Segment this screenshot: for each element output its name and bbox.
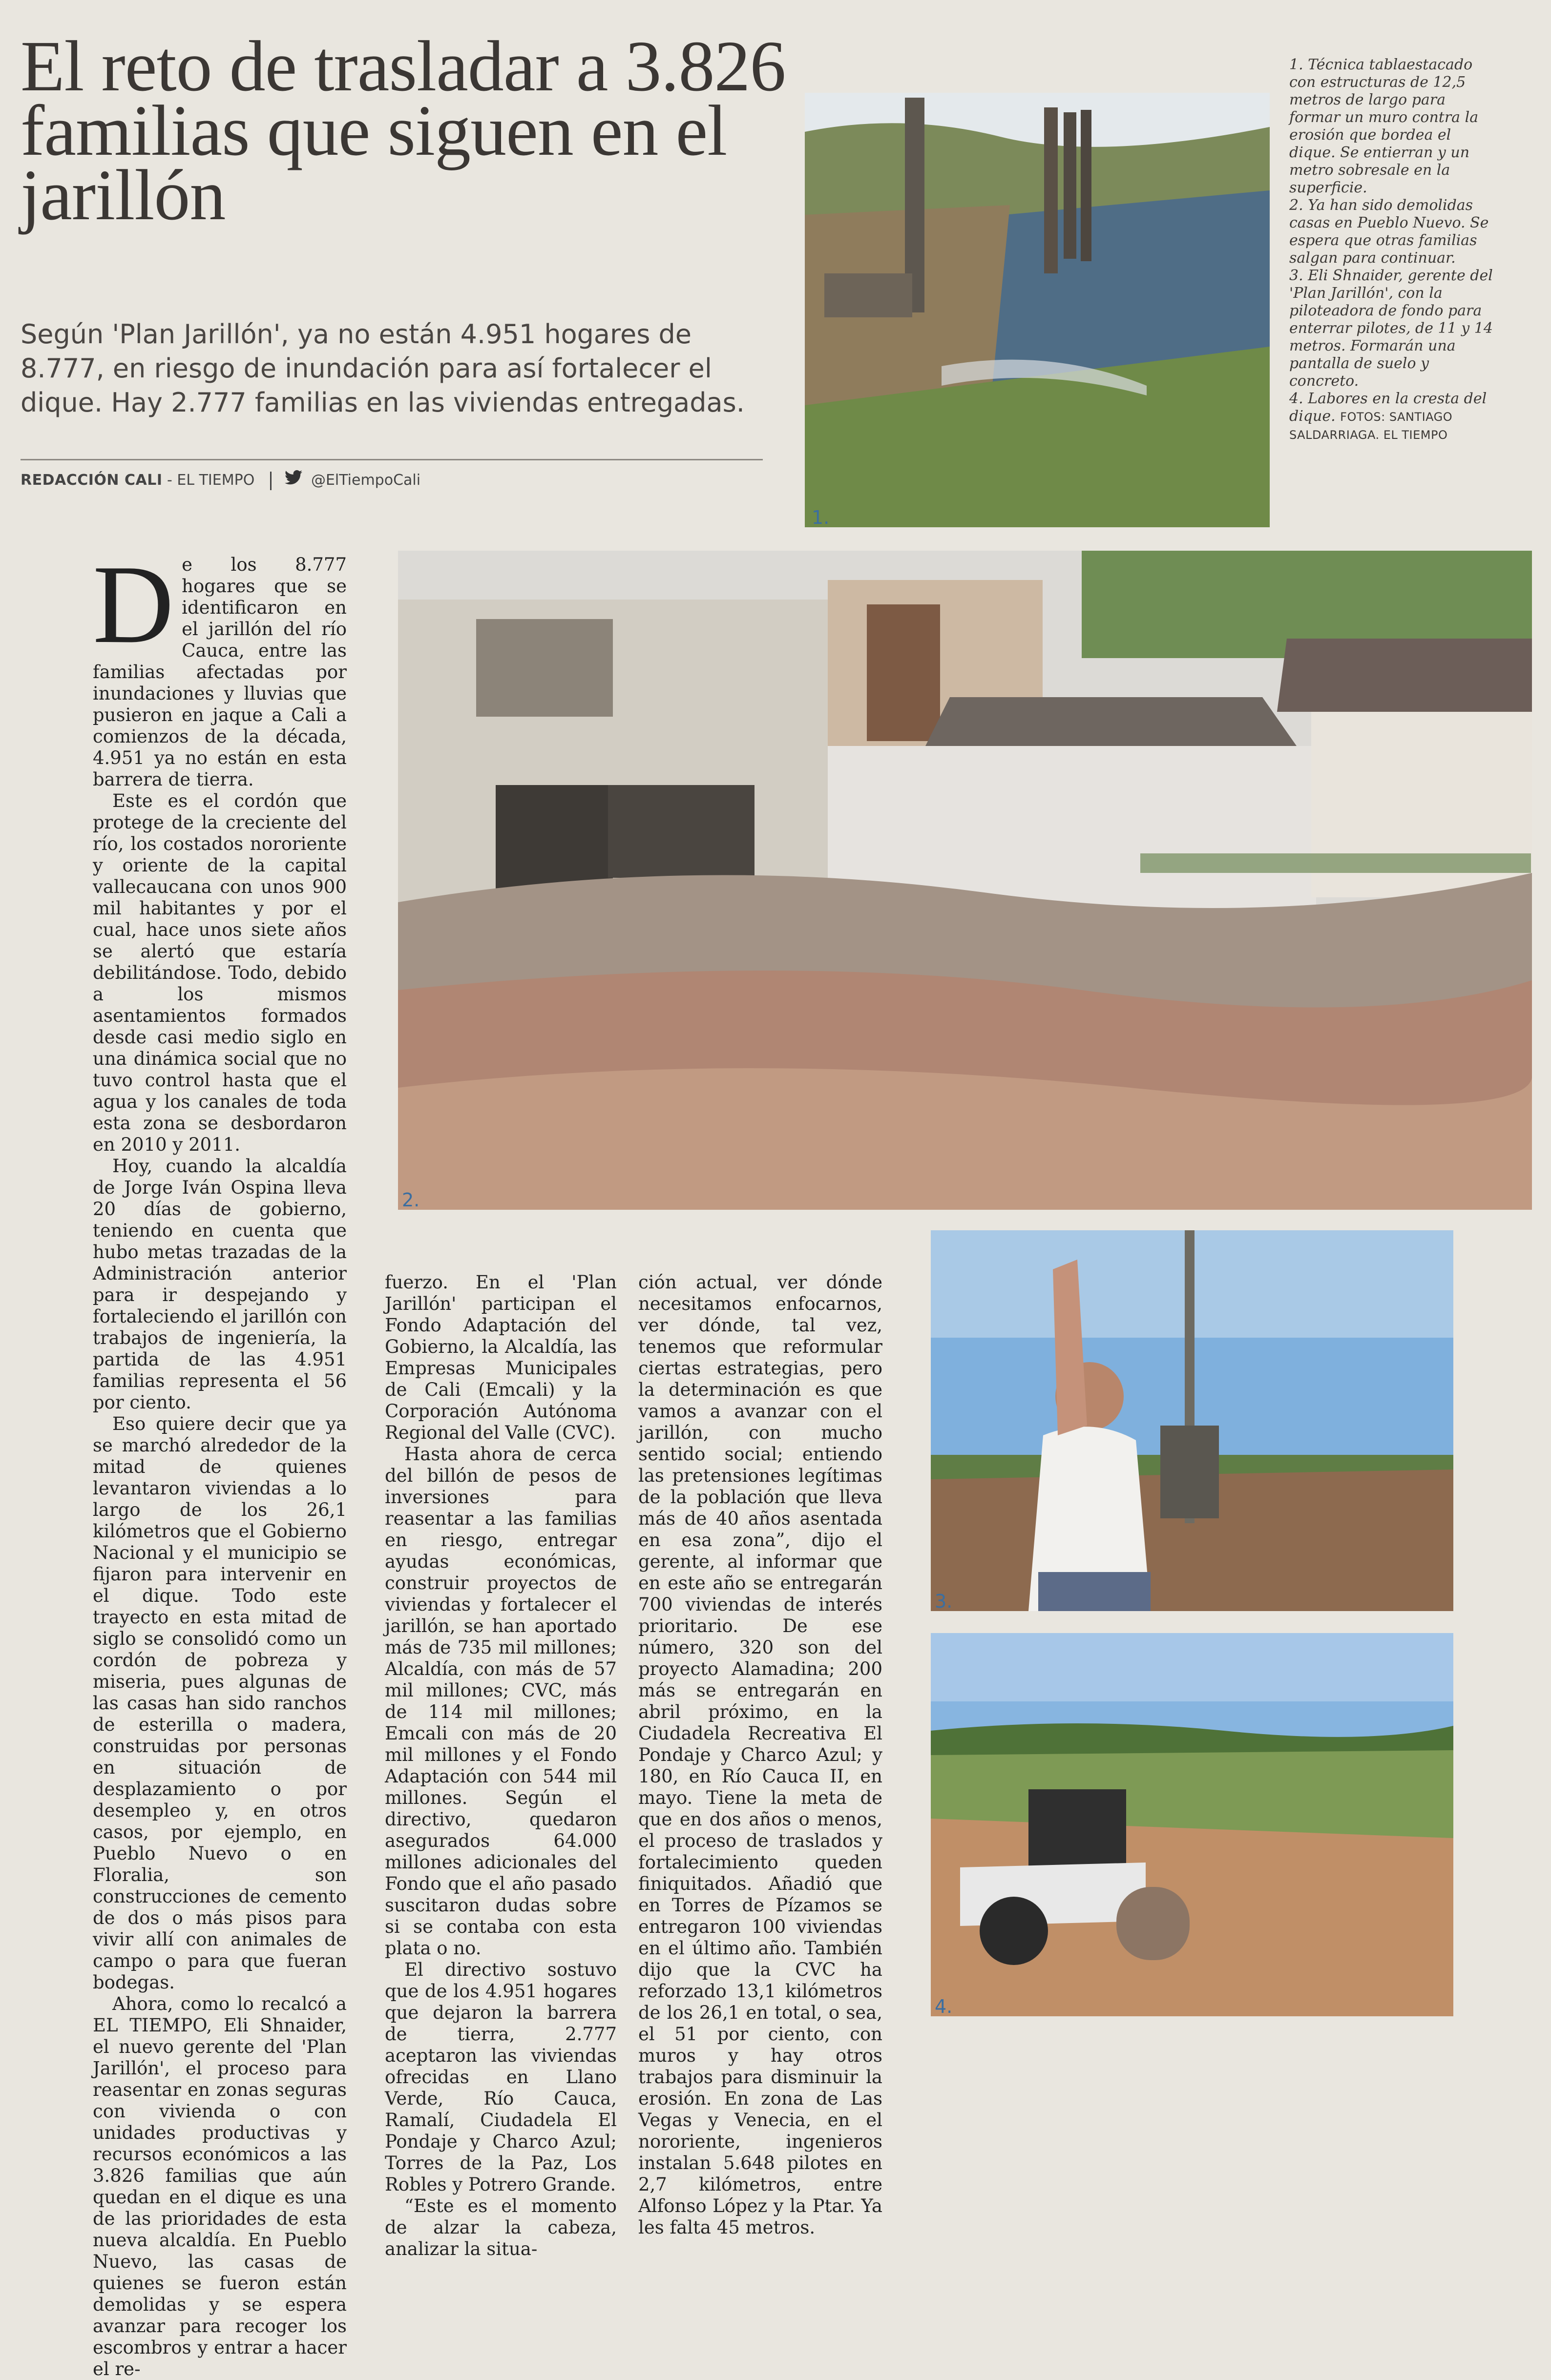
- byline-desk: REDACCIÓN CALI: [21, 472, 163, 489]
- caption-1: 1. Técnica tablaestacado con estructuras de 12,5 metros de largo para formar un muro contra la erosión que bordea el dique. Se entierran y un metro sobresale en la superficie.: [1289, 56, 1479, 196]
- article-paragraph-9: “Este es el momento de alzar la cabeza, analizar la situa-: [385, 2195, 617, 2259]
- photo-number-1: 1.: [812, 507, 830, 528]
- photo-credit: FOTOS: SANTIAGO SALDARRIAGA. EL TIEMPO: [1289, 410, 1453, 442]
- article-paragraph-7: Hasta ahora de cerca del billón de pesos de inversiones para reasentar a las familias en riesgo, entregar ayudas económicas, construir proyectos de viviendas y fortalecer el jarillón, se han aportado más de 735 mil millones; Alcaldía, con más de 57 mil millones; CVC, más de 114 mil millones; Emcali con más de 20 mil millones y el Fondo Adaptación con 544 mil millones. Según el directivo, quedaron asegurados 64.000 millones adicionales del Fondo que el año pasado suscitaron dudas sobre si se contaba con esta plata o no.: [385, 1444, 617, 1959]
- photo-number-2: 2.: [402, 1189, 420, 1211]
- article-column-1: [93, 542, 347, 2380]
- byline-outlet: - EL TIEMPO: [167, 472, 255, 489]
- byline: [21, 459, 763, 499]
- photo-number-4: 4.: [935, 1996, 953, 2017]
- article-column-2: [385, 1272, 617, 2259]
- photo-number-3: 3.: [935, 1591, 953, 1612]
- caption-2: 2. Ya han sido demolidas casas en Pueblo Nuevo. Se espera que otras familias salgan para continuar.: [1289, 197, 1489, 267]
- photo-levee-roller: [931, 1633, 1453, 2016]
- article-deck: Según 'Plan Jarillón', ya no están 4.951 hogares de 8.777, en riesgo de inundación para así fortalecer el dique. Hay 2.777 familias en las viviendas entregadas.: [21, 319, 745, 418]
- article-paragraph-2: Este es el cordón que protege de la creciente del río, los costados nororiente y oriente de la capital vallecaucana con unos 900 mil habitantes y por el cual, hace unos siete años se alertó que estaría debilitándose. Todo, debido a los mismos asentamientos formados desde casi medio siglo en una dinámica social que no tuvo control hasta que el agua y los canales de toda esta zona se desbordaron en 2010 y 2011.: [93, 790, 347, 1155]
- twitter-bird-icon: [285, 470, 302, 489]
- photo-demolished-houses: [398, 551, 1532, 1210]
- article-paragraph-5: Ahora, como lo recalcó a EL TIEMPO, Eli Shnaider, el nuevo gerente del 'Plan Jarillón', el proceso para reasentar en zonas seguras con vivienda o con unidades productivas y recursos económicos a las 3.826 familias que aún quedan en el dique es una de las prioridades de esta nueva alcaldía. En Pueblo Nuevo, las casas de quienes se fueron están demolidas y se espera avanzar para recoger los escombros y entrar a hacer el re-: [93, 1993, 347, 2380]
- photo-engineer-pile-driver: [931, 1230, 1453, 1611]
- article-column-3: [638, 1272, 882, 2238]
- byline-divider: [270, 472, 272, 490]
- article-headline: El reto de trasladar a 3.826 familias que siguen en el jarillón: [21, 26, 786, 235]
- byline-twitter-handle: @ElTiempoCali: [311, 472, 421, 489]
- caption-4: 4. Labores en la cresta del dique.: [1289, 390, 1487, 425]
- caption-3: 3. Eli Shnaider, gerente del 'Plan Jarillón', con la piloteadora de fondo para enterrar pilotes, de 11 y 14 metros. Formarán una pantalla de suelo y concreto.: [1289, 267, 1493, 390]
- article-paragraph-4: Eso quiere decir que ya se marchó alrededor de la mitad de quienes levantaron viviendas a lo largo de los 26,1 kilómetros que el Gobierno Nacional y el municipio se fijaron para intervenir en el dique. Todo este trayecto en esta mitad de siglo se consolidó como un cordón de pobreza y miseria, pues algunas de las casas han sido ranchos de esterilla o madera, construidas por personas en situación de desplazamiento o por desempleo y, en otros casos, por ejemplo, en Pueblo Nuevo o en Floralia, son construcciones de cemento de dos o más pisos para vivir allí con animales de campo o para que fueran bodegas.: [93, 1413, 347, 1993]
- article-paragraph-10: ción actual, ver dónde necesitamos enfocarnos, ver dónde, tal vez, tenemos que reformular ciertas estrategias, pero la determinación es que vamos a avanzar con el jarillón, con mucho sentido social; entiendo las pretensiones legítimas de la población que lleva más de 40 años asentada en esa zona”, dijo el gerente, al informar que en este año se entregarán 700 viviendas de interés prioritario. De ese número, 320 son del proyecto Alamadina; 200 más se entregarán en abril próximo, en la Ciudadela Recreativa El Pondaje y Charco Azul; y 180, en Río Cauca II, en mayo. Tiene la meta de que en dos años o menos, el proceso de traslados y fortalecimiento queden finiquitados. Añadió que en Torres de Pízamos se entregaron 100 viviendas en el último año. También dijo que la CVC ha reforzado 13,1 kilómetros de los 26,1 en total, o sea, el 51 por ciento, con muros y hay otros trabajos para disminuir la erosión. En zona de Las Vegas y Venecia, en el nororiente, ingenieros instalan 5.648 pilotes en 2,7 kilómetros, entre Alfonso López y la Ptar. Ya les falta 45 metros.: [638, 1272, 882, 2238]
- article-paragraph-3: Hoy, cuando la alcaldía de Jorge Iván Ospina lleva 20 días de gobierno, teniendo en cuenta que hubo metas trazadas de la Administración anterior para ir despejando y fortaleciendo el jarillón con trabajos de ingeniería, la partida de las 4.951 familias representa el 56 por ciento.: [93, 1156, 347, 1413]
- article-paragraph-6: fuerzo. En el 'Plan Jarillón' participan el Fondo Adaptación del Gobierno, la Alcaldía, las Empresas Municipales de Cali (Emcali) y la Corporación Autónoma Regional del Valle (CVC).: [385, 1272, 617, 1443]
- dropcap: D: [93, 542, 174, 666]
- article-paragraph-1: De los 8.777 hogares que se identificaron en el jarillón del río Cauca, entre las familias afectadas por inundaciones y lluvias que pusieron en jaque a Cali a comienzos de la década, 4.951 ya no están en esta barrera de tierra.: [93, 542, 347, 790]
- photo-river-piles: [805, 93, 1270, 527]
- photo-captions: [1289, 56, 1499, 444]
- article-paragraph-8: El directivo sostuvo que de los 4.951 hogares que dejaron la barrera de tierra, 2.777 aceptaron las viviendas ofrecidas en Llano Verde, Río Cauca, Ramalí, Ciudadela El Pondaje y Charco Azul; Torres de la Paz, Los Robles y Potrero Grande.: [385, 1959, 617, 2195]
